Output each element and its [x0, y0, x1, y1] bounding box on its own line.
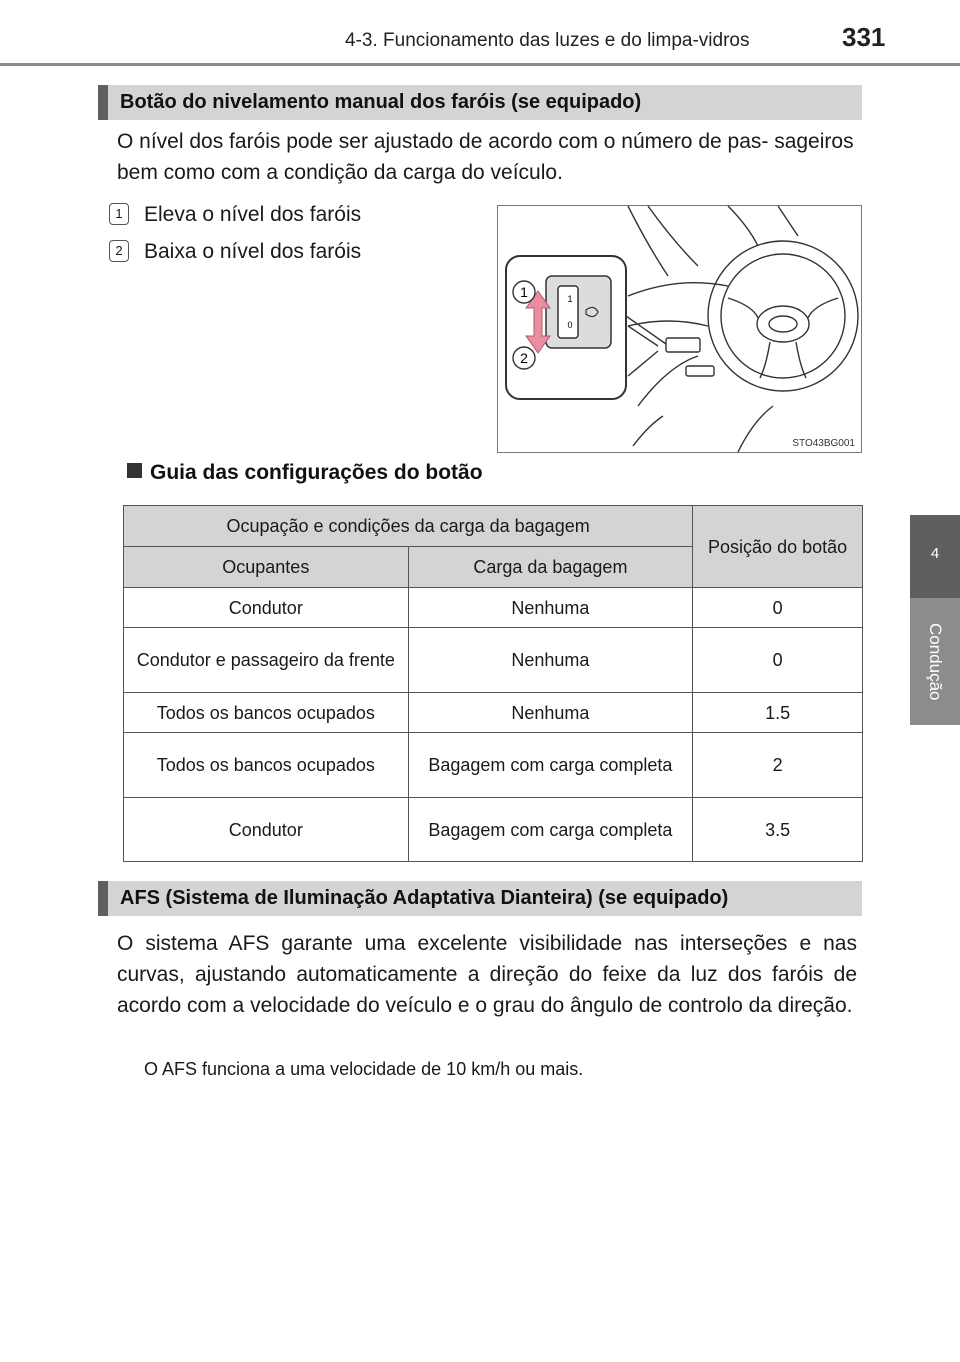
load-cell: Nenhuma: [408, 628, 693, 693]
occupants-cell: Todos os bancos ocupados: [124, 693, 409, 733]
load-cell: Nenhuma: [408, 588, 693, 628]
occupants-cell: Condutor: [124, 798, 409, 862]
position-cell: 0: [693, 628, 863, 693]
position-cell: 3.5: [693, 798, 863, 862]
table-row: [124, 628, 863, 693]
section-heading-leveling: Botão do nivelamento manual dos faróis (se equipado): [98, 85, 862, 120]
load-cell: Bagagem com carga completa: [408, 798, 693, 862]
switch-mark-0: 0: [567, 320, 573, 330]
header-rule: [0, 63, 960, 66]
header-position-cell: Posição do botão: [693, 506, 863, 588]
afs-note: O AFS funciona a uma velocidade de 10 km/h ou mais.: [144, 1059, 584, 1079]
table-row: [124, 733, 863, 798]
load-cell: Bagagem com carga completa: [408, 733, 693, 798]
table-subheading: [127, 461, 483, 485]
callout-text: Baixa o nível dos faróis: [144, 240, 362, 263]
page-number: 331: [842, 22, 886, 52]
callout-number-badge: 2: [109, 240, 129, 262]
occupants-cell: Condutor: [124, 588, 409, 628]
callout-text: Eleva o nível dos faróis: [144, 203, 362, 226]
illustration-code: STO43BG001: [792, 438, 855, 449]
chapter-strip: [910, 598, 960, 725]
position-cell: 2: [693, 733, 863, 798]
occupants-cell: Condutor e passageiro da frente: [124, 628, 409, 693]
header-group-cell: Ocupação e condições da carga da bagagem: [124, 506, 693, 547]
load-cell: Nenhuma: [408, 693, 693, 733]
table-row: [124, 693, 863, 733]
chapter-number: 4: [930, 545, 940, 562]
position-cell: 1.5: [693, 693, 863, 733]
section-heading-afs: AFS (Sistema de Iluminação Adaptativa Dianteira) (se equipado): [98, 881, 862, 916]
chapter-label: Condução: [926, 622, 945, 701]
settings-table: [123, 505, 863, 862]
callout-number-badge: 1: [109, 203, 129, 225]
illus-callout-1: 1: [520, 284, 528, 300]
table-header-row: [124, 506, 863, 547]
header-section-title: 4-3. Funcionamento das luzes e do limpa-vidros: [345, 30, 750, 51]
dashboard-illustration: [497, 205, 862, 453]
header-load-cell: Carga da bagagem: [408, 547, 693, 588]
table-row: [124, 798, 863, 862]
table-row: [124, 588, 863, 628]
position-cell: 0: [693, 588, 863, 628]
table-subheading-text: Guia das configurações do botão: [150, 461, 483, 484]
afs-paragraph: O sistema AFS garante uma excelente visibilidade nas interseções e nas curvas, ajustando automaticamente a direção do feixe da luz dos faróis de acordo com a velocidade do veículo e o grau do ângulo de controlo da direção.: [117, 932, 857, 1017]
illus-callout-2: 2: [520, 350, 528, 366]
square-bullet-icon: [127, 463, 142, 478]
dashboard-drawing: [498, 206, 861, 452]
intro-paragraph: O nível dos faróis pode ser ajustado de acordo com o número de pas- sageiros bem como com a condição da carga do veículo.: [117, 130, 854, 184]
switch-mark-1: 1: [567, 294, 573, 304]
chapter-tab: [910, 515, 960, 598]
occupants-cell: Todos os bancos ocupados: [124, 733, 409, 798]
header-occupants-cell: Ocupantes: [124, 547, 409, 588]
